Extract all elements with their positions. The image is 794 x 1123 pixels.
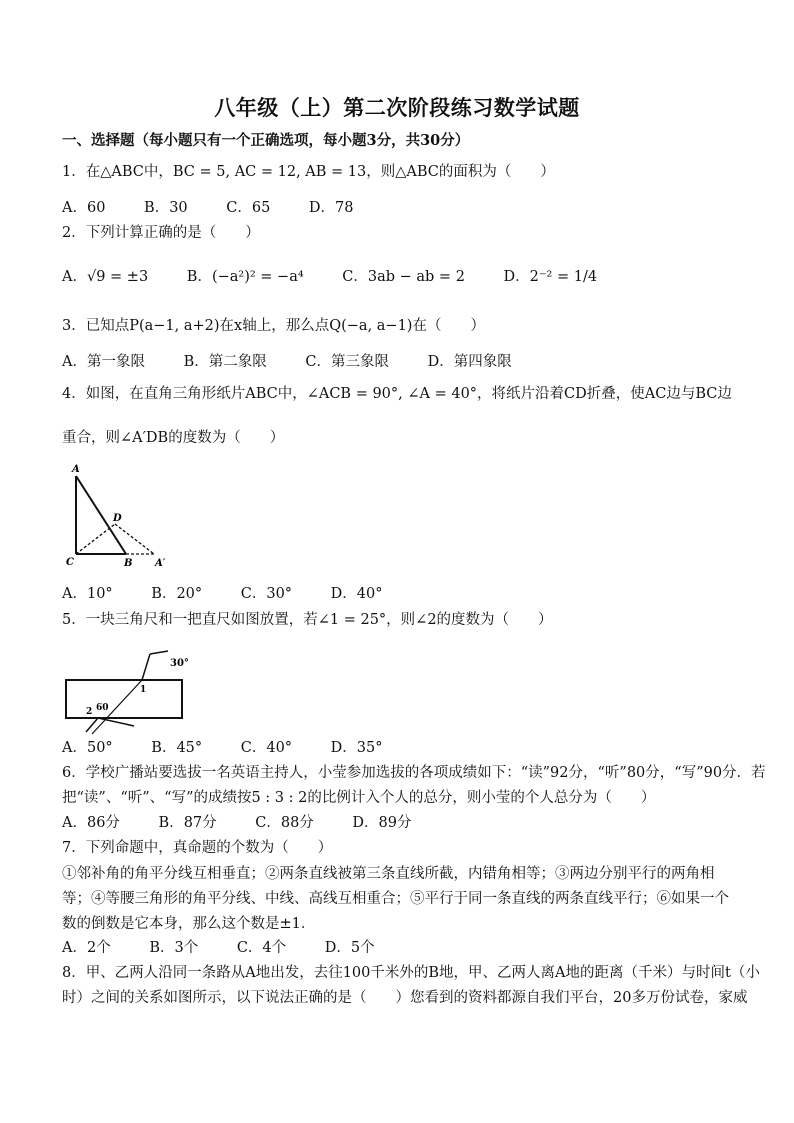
option-a: A．60: [62, 200, 106, 216]
option-d: D．89分: [352, 815, 412, 831]
option-d: D．35°: [330, 740, 383, 756]
option-d: D．2⁻² = 1/4: [503, 269, 598, 285]
question-5-figure: [62, 648, 202, 738]
question-6-stem-cont: 把“读”、“听”、“写”的成绩按5 : 3 : 2的比例计入个人的总分，则小莹的个人总分为（ ）: [62, 790, 656, 806]
edge-da-prime: [115, 524, 154, 554]
option-c: C．4个: [236, 940, 287, 956]
question-4-figure: [62, 462, 172, 572]
option-c: C．3ab − ab = 2: [342, 269, 465, 285]
label-d: D: [113, 513, 122, 524]
option-c: C．65: [226, 200, 271, 216]
question-5-options: [62, 737, 417, 759]
triangle-edge-2: [150, 651, 168, 654]
question-7-body: ①邻补角的角平分线互相垂直；②两条直线被第三条直线所截，内错角相等；③两边分别平行的两角相等；④等腰三角形的角平分线、中线、高线互相重合；⑤平行于同一条直线的两条直线平行；⑥如果一个数的倒数是它本身，那么这个数是±1．: [62, 866, 729, 932]
option-b: B．3个: [149, 940, 199, 956]
option-a: A．2个: [62, 940, 111, 956]
question-6-stem: 6．学校广播站要选拔一名英语主持人，小莹参加选拔的各项成绩如下：“读”92分，“听”80分，“写”90分．若: [62, 765, 766, 781]
option-b: B．30: [144, 200, 188, 216]
label-angle-1: 1: [140, 685, 147, 695]
question-7-options: [62, 937, 409, 959]
label-c: C: [66, 557, 74, 568]
option-d: D．78: [308, 200, 354, 216]
question-3-options: [62, 351, 546, 373]
question-8-stem: 8．甲、乙两人沿同一条路从A地出发，去往100千米外的B地，甲、乙两人离A地的距离（千米）与时间t（小: [62, 965, 760, 981]
page-title: 八年级（上）第二次阶段练习数学试题: [214, 95, 580, 120]
option-a: A．第一象限: [62, 354, 145, 370]
label-b: B: [124, 558, 133, 569]
option-d: D．5个: [324, 940, 375, 956]
option-a: A．86分: [62, 815, 120, 831]
option-d: D．40°: [330, 586, 383, 602]
fold-line-cd: [76, 524, 115, 554]
question-8-stem-cont: 时）之间的关系如图所示，以下说法正确的是（ ）您看到的资料都源自我们平台，20多万份试卷，家威: [62, 990, 748, 1006]
question-4-options: [62, 583, 417, 605]
option-b: B．87分: [158, 815, 217, 831]
option-b: B．45°: [151, 740, 203, 756]
section-heading: 一、选择题（每小题只有一个正确选项，每小题3分，共30分）: [62, 132, 470, 149]
question-1-stem: 1．在△ABC中，BC = 5, AC = 12, AB = 13，则△ABC的面积为（ ）: [62, 164, 555, 180]
option-c: C．第三象限: [305, 354, 389, 370]
question-7-stem: 7．下列命题中，真命题的个数为（ ）: [62, 840, 333, 856]
option-a: A．√9 = ±3: [62, 269, 149, 285]
question-3-stem: 3．已知点P(a−1, a+2)在x轴上，那么点Q(−a, a−1)在（ ）: [62, 318, 485, 334]
option-b: B．20°: [151, 586, 203, 602]
label-angle-2: 2: [86, 707, 93, 717]
option-b: B．(−a²)² = −a⁴: [186, 269, 304, 285]
question-5-stem: 5．一块三角尺和一把直尺如图放置，若∠1 = 25°，则∠2的度数为（ ）: [62, 612, 553, 628]
option-c: C．40°: [240, 740, 293, 756]
label-a: A: [72, 464, 80, 475]
option-a: A．50°: [62, 740, 113, 756]
label-60: 60: [96, 703, 109, 713]
label-30-degree: 30°: [170, 658, 189, 669]
option-c: C．88分: [255, 815, 314, 831]
option-c: C．30°: [240, 586, 293, 602]
option-d: D．第四象限: [427, 354, 512, 370]
option-b: B．第二象限: [183, 354, 267, 370]
question-4-stem: 4．如图，在直角三角形纸片ABC中，∠ACB = 90°, ∠A = 40°，将纸片沿着CD折叠，使AC边与BC边: [62, 386, 732, 402]
question-4-stem-cont: 重合，则∠A′DB的度数为（ ）: [62, 430, 285, 446]
question-1-options: [62, 197, 388, 219]
triangle-edge-1: [142, 654, 150, 680]
question-2-stem: 2．下列计算正确的是（ ）: [62, 225, 260, 241]
label-a-prime: A′: [155, 558, 166, 569]
option-a: A．10°: [62, 586, 113, 602]
question-6-options: [62, 812, 446, 834]
question-2-options: [62, 266, 631, 288]
